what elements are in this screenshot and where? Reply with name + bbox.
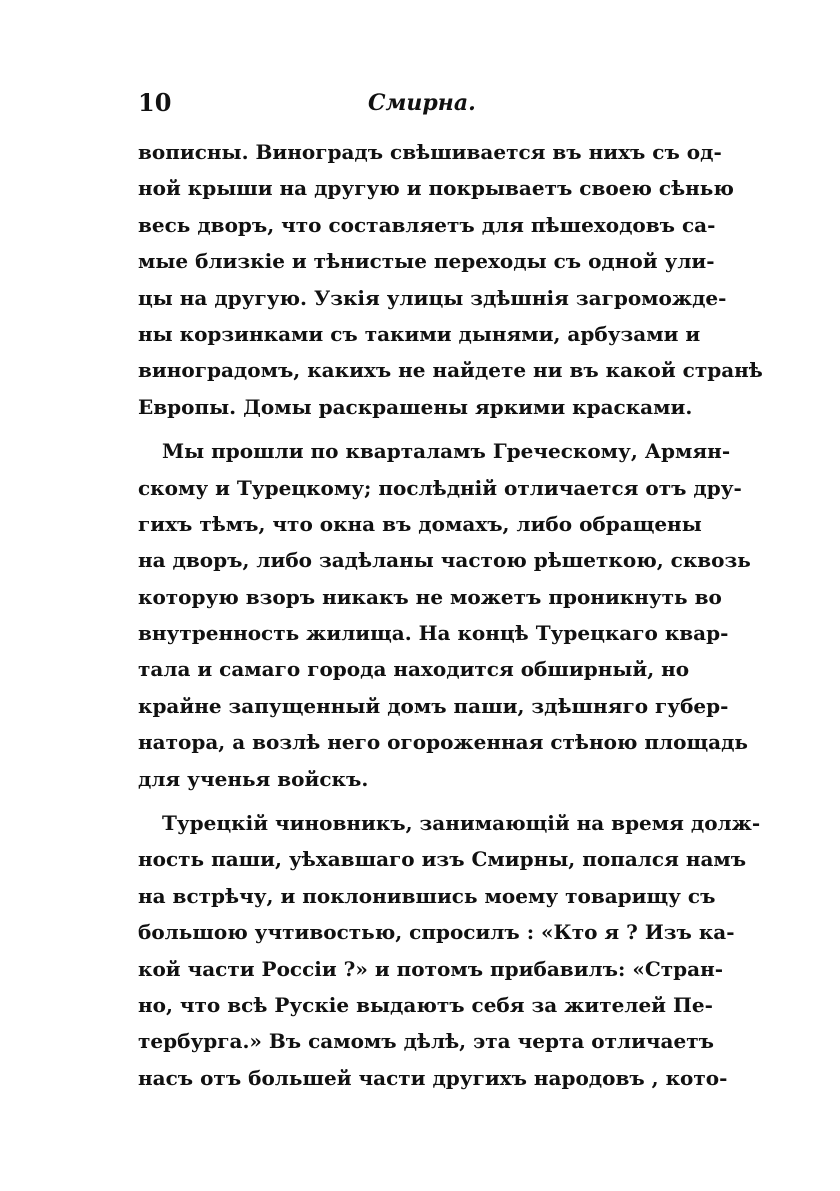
- text-line: крайне запущенный домъ паши, здѣшняго губер-: [138, 693, 729, 718]
- text-line: большою учтивостью, спросилъ : «Кто я ? Изъ ка-: [138, 920, 735, 945]
- paragraph-gap: [138, 425, 676, 433]
- paragraph-1: [138, 134, 763, 425]
- text-line: виноградомъ, какихъ не найдете ни въ какой странѣ: [138, 358, 763, 383]
- text-line: ной крыши на другую и покрываетъ своею сѣнью: [138, 176, 734, 201]
- text-line: скому и Турецкому; послѣдній отличается отъ дру-: [138, 475, 742, 500]
- page-number: 10: [138, 88, 172, 117]
- text-line: но, что всѣ Рускіе выдаютъ себя за жителей Пе-: [138, 992, 713, 1017]
- text-line: тербурга.» Въ самомъ дѣлѣ, эта черта отличаетъ: [138, 1029, 714, 1054]
- paragraph-3: [138, 805, 761, 1096]
- text-line: на встрѣчу, и поклонившись моему товарищу съ: [138, 883, 716, 908]
- text-line: натора, а возлѣ него огороженная стѣною площадь: [138, 730, 748, 755]
- text-line: тала и самаго города находится обширный, но: [138, 657, 690, 682]
- text-line: на дворъ, либо задѣланы частою рѣшеткою, сквозь: [138, 548, 751, 573]
- paragraph-gap: [138, 797, 676, 805]
- text-line: ность паши, уѣхавшаго изъ Смирны, попался намъ: [138, 847, 747, 872]
- text-line: насъ отъ большей части другихъ народовъ , кото-: [138, 1065, 728, 1090]
- text-line: Турецкій чиновникъ, занимающій на время долж-: [162, 811, 761, 836]
- text-line: вописны. Виноградъ свѣшивается въ нихъ съ од-: [138, 140, 722, 164]
- text-line: гихъ тѣмъ, что окна въ домахъ, либо обращены: [138, 511, 702, 536]
- running-head: [138, 86, 678, 122]
- text-line: весь дворъ, что составляетъ для пѣшеходовъ са-: [138, 212, 716, 237]
- text-line: мые близкіе и тѣнистые переходы съ одной ули-: [138, 249, 715, 274]
- body-text: [138, 134, 763, 1096]
- text-line: Европы. Домы раскрашены яркими красками.: [138, 394, 693, 419]
- text-line: которую взоръ никакъ не можетъ проникнуть во: [138, 584, 722, 609]
- text-line: кой части Россіи ?» и потомъ прибавилъ: «Стран-: [138, 956, 724, 981]
- paragraph-2: [138, 433, 751, 797]
- text-line: для ученья войскъ.: [138, 766, 369, 791]
- running-title: Смирна.: [368, 90, 476, 116]
- text-line: Мы прошли по кварталамъ Греческому, Армян-: [162, 439, 731, 464]
- text-line: внутренность жилища. На концѣ Турецкаго квар-: [138, 621, 729, 646]
- text-line: цы на другую. Узкія улицы здѣшнія загроможде-: [138, 285, 727, 310]
- text-line: ны корзинками съ такими дынями, арбузами и: [138, 321, 701, 346]
